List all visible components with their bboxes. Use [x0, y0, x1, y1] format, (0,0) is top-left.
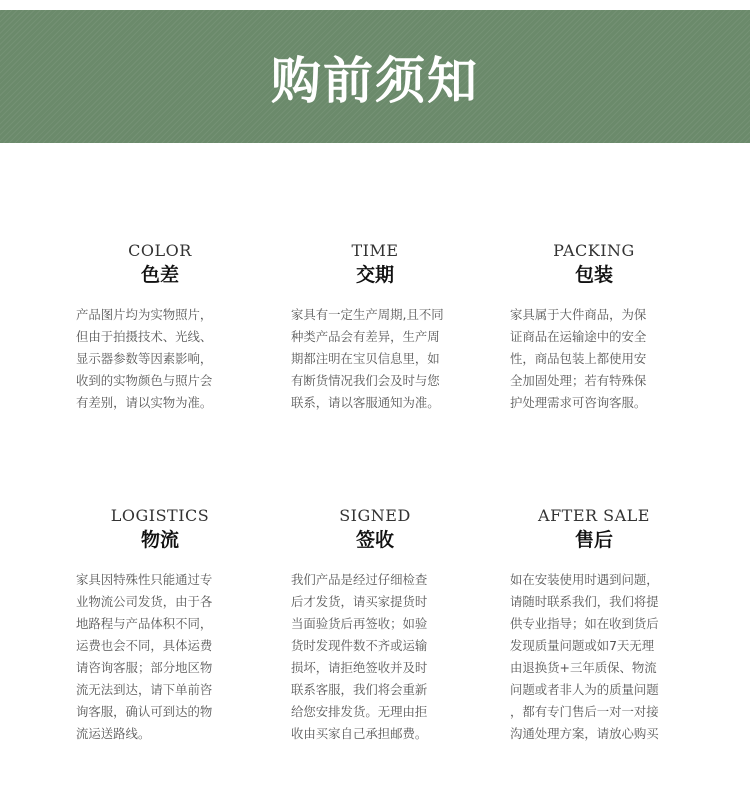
section-signed	[291, 507, 459, 745]
section-title-en: TIME	[351, 241, 399, 260]
header-banner	[0, 10, 750, 143]
section-after-sale	[510, 507, 678, 745]
section-body: 家具因特殊性只能通过专 业物流公司发货，由于各 地路程与产品体积不同， 运费也会不同，具体运费 请咨询客服；部分地区物 流无法到达，请下单前咨 询客服，确认可到达的物 流运送路线。	[76, 572, 213, 741]
section-title-en: LOGISTICS	[110, 506, 210, 525]
section-title-zh: 包装	[574, 264, 613, 286]
section-title-en: SIGNED	[339, 506, 411, 525]
section-title-zh: 色差	[140, 264, 179, 286]
section-title-en: PACKING	[553, 241, 635, 260]
section-title-en: COLOR	[128, 241, 192, 260]
section-logistics	[76, 507, 244, 745]
section-title-en: AFTER SALE	[538, 506, 650, 525]
page-title: 购前须知	[271, 51, 479, 110]
section-title-zh: 售后	[574, 529, 613, 551]
section-body: 产品图片均为实物照片， 但由于拍摄技术、光线、 显示器参数等因素影响， 收到的实物颜色与照片会 有差别，请以实物为准。	[76, 307, 213, 410]
section-body: 家具有一定生产周期,且不同 种类产品会有差异，生产周 期都注明在宝贝信息里，如 有断货情况我们会及时与您 联系，请以客服通知为准。	[291, 307, 444, 410]
section-body: 家具属于大件商品，为保 证商品在运输途中的安全 性，商品包装上都使用安 全加固处理；若有特殊保 护处理需求可咨询客服。	[510, 307, 647, 410]
section-packing	[510, 242, 678, 414]
section-body: 如在安装使用时遇到问题， 请随时联系我们，我们将提 供专业指导；如在收到货后 发现质量问题或如7天无理 由退换货+三年质保、物流 问题或者非人为的质量问题 ，都有专门售后一对一对接 沟通处理方案，请放心购买	[510, 572, 659, 741]
section-body: 我们产品是经过仔细检查 后才发货，请买家提货时 当面验货后再签收；如验 货时发现件数不齐或运输 损坏，请拒绝签收并及时 联系客服，我们将会重新 给您安排发货。无理由拒 收由买家自己承担邮费。	[291, 572, 428, 741]
section-color	[76, 242, 244, 414]
section-title-zh: 物流	[140, 529, 179, 551]
section-time	[291, 242, 459, 414]
section-title-zh: 交期	[355, 264, 394, 286]
section-title-zh: 签收	[355, 529, 394, 551]
